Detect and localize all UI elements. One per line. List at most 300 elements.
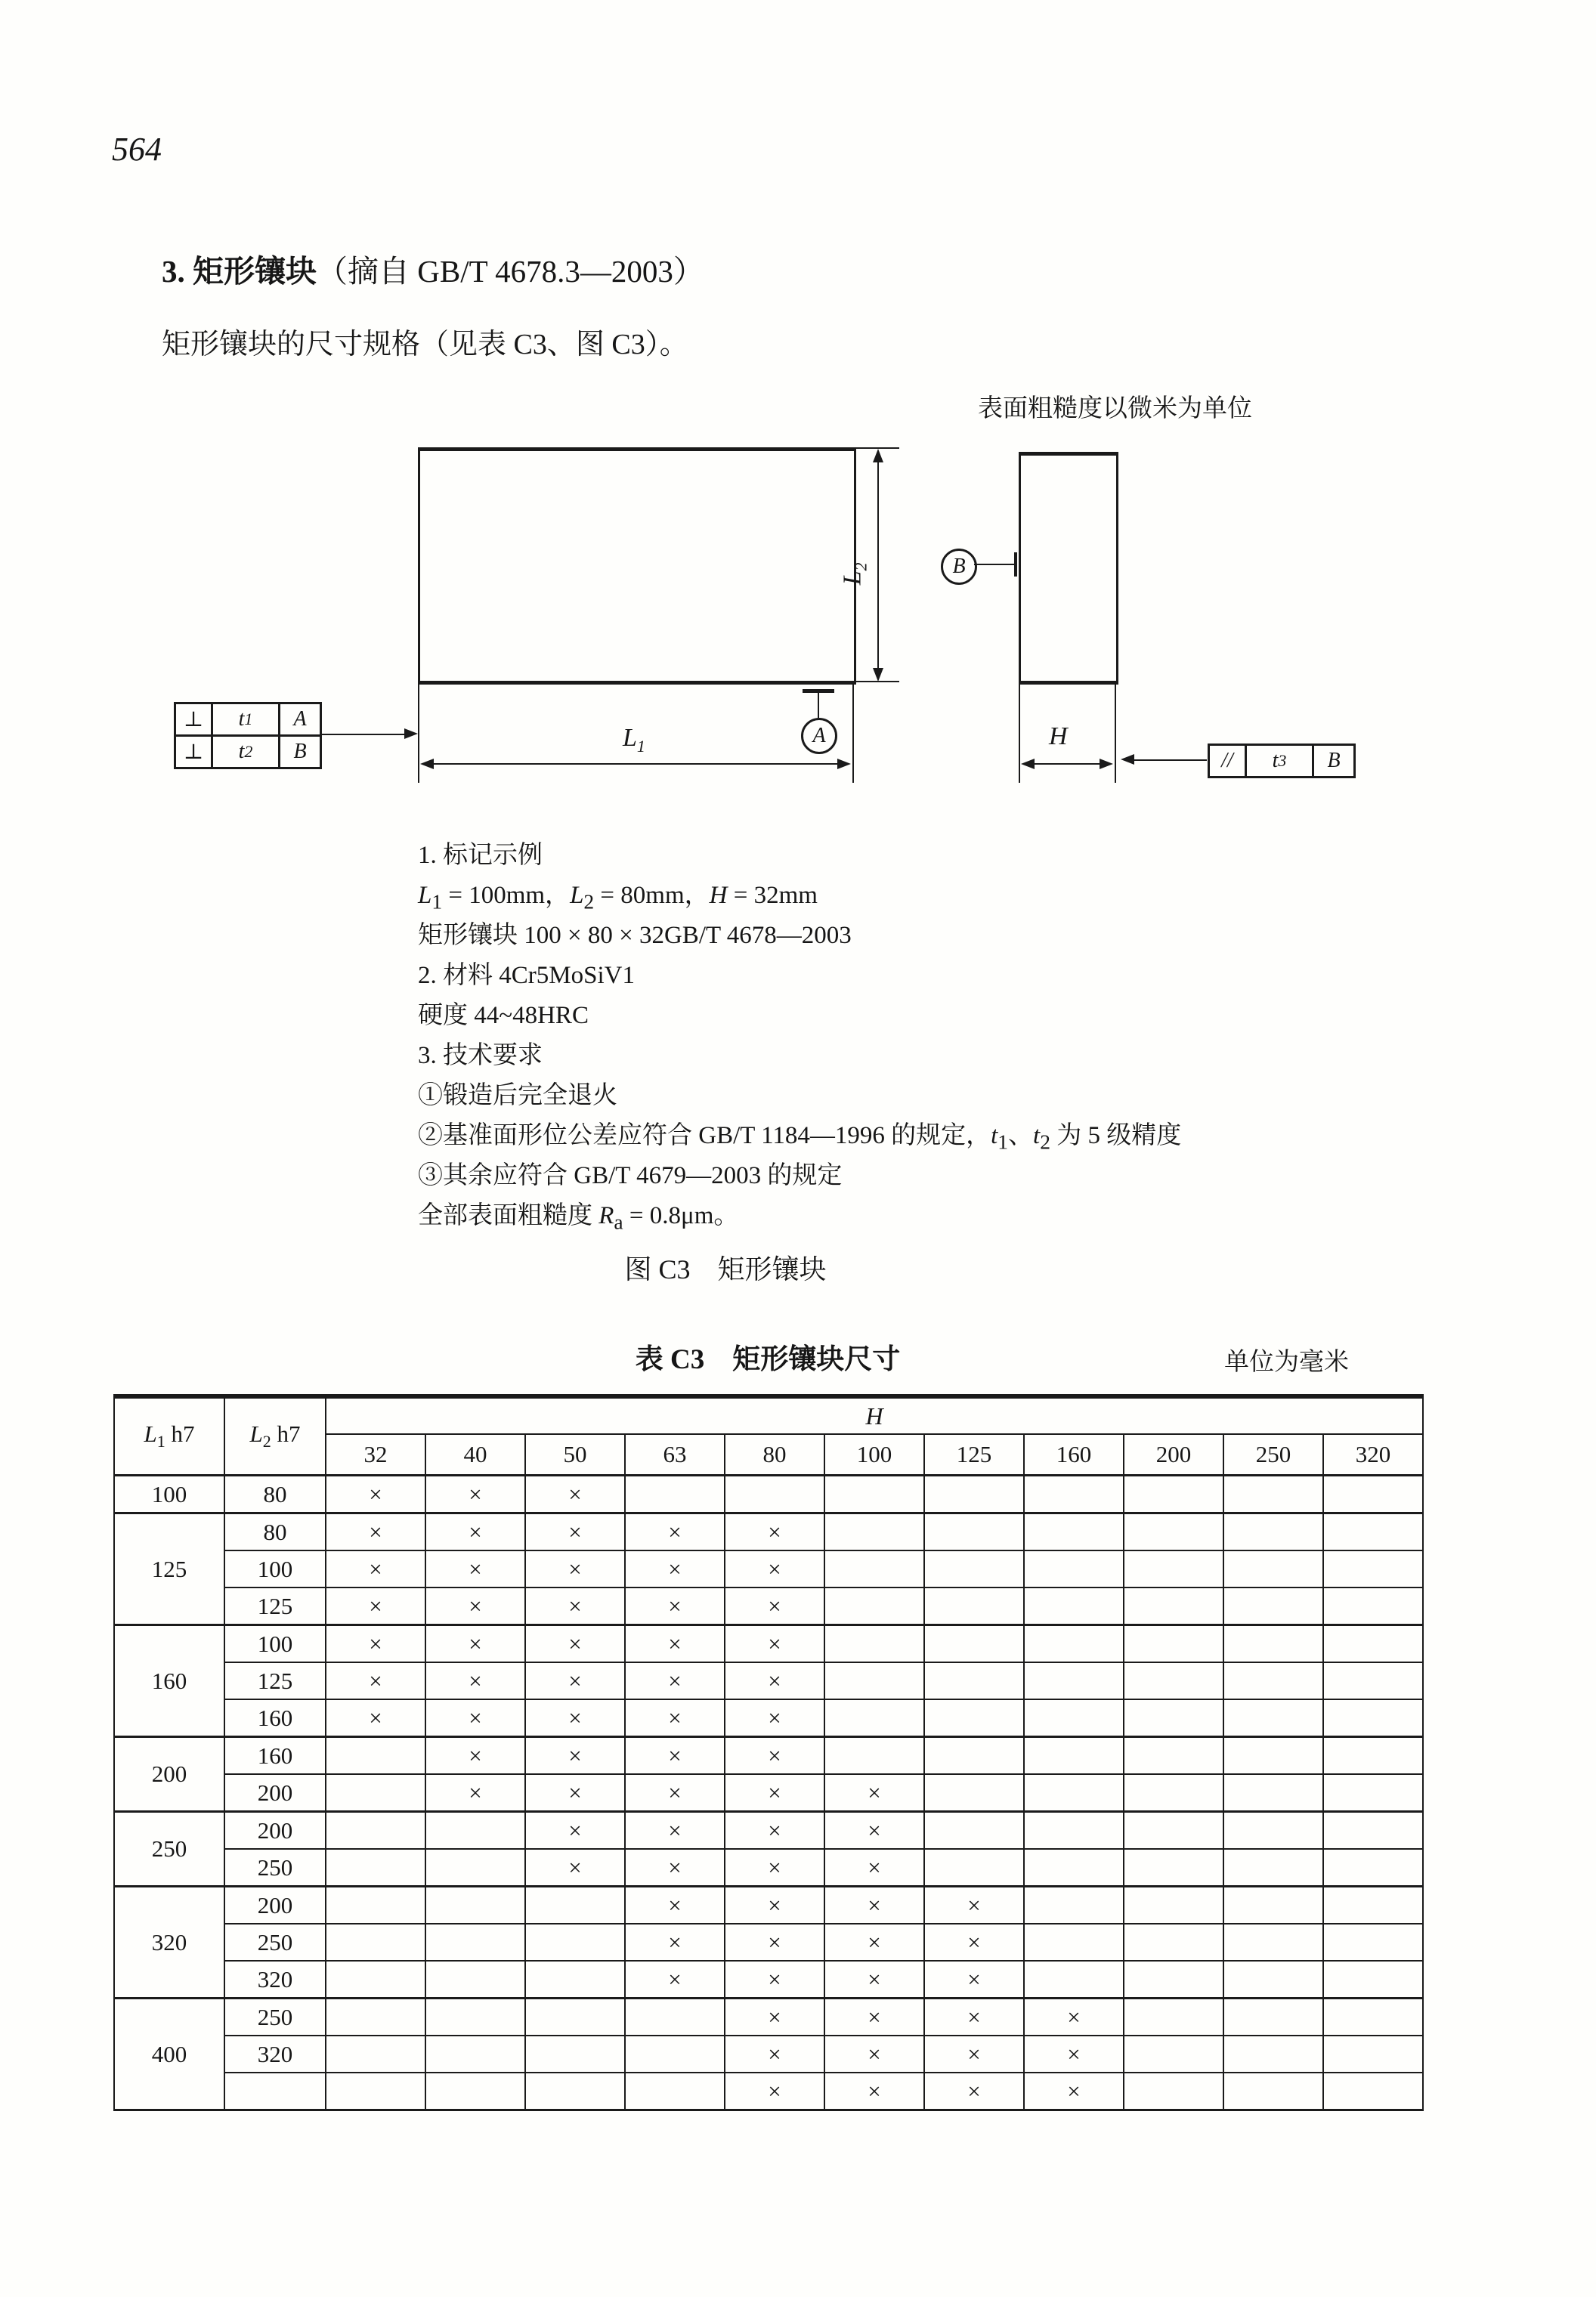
h-arrow-right [1100, 759, 1113, 769]
mark-cell [1323, 1999, 1423, 2036]
col-header-h-100: 100 [824, 1434, 924, 1476]
mark-cell [1024, 1662, 1124, 1699]
mark-cell: × [525, 1550, 625, 1587]
l2-cell: 80 [224, 1476, 326, 1513]
mark-cell [425, 1812, 525, 1850]
mark-cell: × [425, 1662, 525, 1699]
mark-cell: × [924, 2073, 1024, 2110]
l2-cell: 125 [224, 1587, 326, 1625]
datum-letter-b: B [1327, 749, 1341, 772]
mark-cell: × [924, 1924, 1024, 1961]
mark-cell: × [725, 1513, 824, 1551]
mark-cell: × [625, 1737, 725, 1775]
l2-cell: 250 [224, 1999, 326, 2036]
mark-cell [1024, 1587, 1124, 1625]
mark-cell [625, 1999, 725, 2036]
note-line: ②基准面形位公差应符合 GB/T 1184—1996 的规定，$t_1$、$t_2$ 为 5 级精度 [418, 1122, 1182, 1154]
mark-cell: × [425, 1476, 525, 1513]
mark-cell: × [725, 1587, 824, 1625]
mark-cell [425, 1849, 525, 1887]
mark-cell [425, 1887, 525, 1924]
mark-cell [1223, 1999, 1323, 2036]
section-heading [162, 246, 704, 291]
mark-cell: × [725, 1699, 824, 1737]
mark-cell: × [725, 1550, 824, 1587]
table-row [114, 1476, 1423, 1513]
l2-cell: 320 [224, 1961, 326, 1999]
mark-cell: × [924, 1999, 1024, 2036]
table-body [114, 1476, 1423, 2110]
leader-arrow [404, 728, 418, 739]
mark-cell: × [425, 1587, 525, 1625]
mark-cell: × [924, 1961, 1024, 1999]
mark-cell: × [625, 1812, 725, 1850]
mark-cell [824, 1699, 924, 1737]
mark-cell [1124, 1513, 1223, 1551]
col-header-h-63: 63 [625, 1434, 725, 1476]
mark-cell [824, 1476, 924, 1513]
h-arrow-left [1021, 759, 1035, 769]
parallelism-icon: // [1221, 749, 1233, 772]
mark-cell: × [725, 2073, 824, 2110]
mark-cell: × [625, 1774, 725, 1812]
mark-cell [1124, 1662, 1223, 1699]
l2-cell: 200 [224, 1774, 326, 1812]
mark-cell [326, 1999, 425, 2036]
datum-a-circle: A [801, 718, 837, 754]
col-header-h-200: 200 [1124, 1434, 1223, 1476]
mark-cell [1223, 1550, 1323, 1587]
mark-cell [924, 1774, 1024, 1812]
mark-cell [1124, 1924, 1223, 1961]
figure-caption: 图 C3 矩形镶块 [624, 1254, 827, 1285]
l2-cell: 125 [224, 1662, 326, 1699]
mark-cell [425, 1961, 525, 1999]
extension-line [852, 685, 854, 783]
mark-cell [425, 1924, 525, 1961]
mark-cell [1223, 1961, 1323, 1999]
mark-cell: × [725, 1812, 824, 1850]
table-row [114, 1737, 1423, 1775]
mark-cell [1124, 1774, 1223, 1812]
mark-cell [1124, 1699, 1223, 1737]
note-line: 2. 材料 4Cr5MoSiV1 [418, 962, 635, 989]
mark-cell [1223, 1849, 1323, 1887]
mark-cell: × [326, 1476, 425, 1513]
mark-cell [1124, 1737, 1223, 1775]
l2-arrow-up [873, 449, 883, 462]
mark-cell [1223, 1887, 1323, 1924]
col-header-h-320: 320 [1323, 1434, 1423, 1476]
mark-cell [824, 1737, 924, 1775]
parallelism-frame [1208, 744, 1356, 778]
mark-cell: × [725, 1887, 824, 1924]
mark-cell: × [525, 1737, 625, 1775]
table-unit-note: 单位为毫米 [1224, 1349, 1349, 1376]
mark-cell: × [725, 1737, 824, 1775]
col-header-l2: $L_2$ h7 [224, 1396, 326, 1476]
tolerance-frame-row [1210, 746, 1353, 776]
tolerance-value-t1: t 1 [211, 704, 280, 734]
roughness-note: 表面粗糙度以微米为单位 [978, 395, 1252, 422]
mark-cell: × [725, 1625, 824, 1663]
mark-cell [425, 2036, 525, 2073]
table-row [114, 2036, 1423, 2073]
mark-cell [1024, 1961, 1124, 1999]
mark-cell: × [824, 1849, 924, 1887]
l2-dimension-line [877, 459, 879, 672]
col-header-h-160: 160 [1024, 1434, 1124, 1476]
mark-cell: × [924, 2036, 1024, 2073]
mark-cell [1223, 2073, 1323, 2110]
l1-cell: 100 [114, 1476, 224, 1513]
mark-cell [1223, 1513, 1323, 1551]
mark-cell [326, 1812, 425, 1850]
l2-cell: 100 [224, 1550, 326, 1587]
mark-cell [1024, 1812, 1124, 1850]
table-row [114, 1999, 1423, 2036]
table-row [114, 1924, 1423, 1961]
mark-cell [1223, 1587, 1323, 1625]
mark-cell: × [326, 1513, 425, 1551]
mark-cell: × [525, 1774, 625, 1812]
mark-cell: × [725, 1924, 824, 1961]
mark-cell [1024, 1550, 1124, 1587]
mark-cell [1323, 1961, 1423, 1999]
mark-cell [924, 1812, 1024, 1850]
mark-cell [326, 1961, 425, 1999]
tolerance-value-t3: t 3 [1245, 746, 1314, 776]
mark-cell [1024, 1774, 1124, 1812]
note-line: ①锻造后完全退火 [418, 1082, 617, 1109]
mark-cell [924, 1476, 1024, 1513]
mark-cell: × [824, 2036, 924, 2073]
mark-cell [1323, 2073, 1423, 2110]
table-row [114, 1625, 1423, 1663]
mark-cell [924, 1625, 1024, 1663]
mark-cell: × [326, 1625, 425, 1663]
table-row [114, 1699, 1423, 1737]
mark-cell [1323, 2036, 1423, 2073]
leader-line [1131, 759, 1207, 761]
mark-cell [1223, 1812, 1323, 1850]
mark-cell [1124, 1961, 1223, 1999]
l1-cell: 200 [114, 1737, 224, 1812]
mark-cell [924, 1849, 1024, 1887]
l1-arrow-left [420, 759, 434, 769]
mark-cell: × [326, 1699, 425, 1737]
mark-cell [1024, 1513, 1124, 1551]
l2-cell: 200 [224, 1887, 326, 1924]
mark-cell [1223, 1924, 1323, 1961]
datum-letter-b: B [293, 740, 307, 763]
mark-cell: × [725, 1961, 824, 1999]
l2-cell: 80 [224, 1513, 326, 1551]
mark-cell [1223, 1625, 1323, 1663]
mark-cell [1223, 1737, 1323, 1775]
mark-cell [1323, 1662, 1423, 1699]
leader-arrow [1121, 754, 1134, 765]
mark-cell [1223, 1476, 1323, 1513]
l1-cell: 125 [114, 1513, 224, 1625]
mark-cell [725, 1476, 824, 1513]
mark-cell [1323, 1550, 1423, 1587]
mark-cell: × [625, 1587, 725, 1625]
mark-cell [1024, 1737, 1124, 1775]
note-line: 全部表面粗糙度 $R_a = 0.8\mu m$。 [418, 1202, 739, 1234]
l2-cell: 160 [224, 1737, 326, 1775]
l2-cell: 100 [224, 1625, 326, 1663]
section-heading-source: （摘自 GB/T 4678.3—2003） [317, 254, 704, 289]
mark-cell: × [326, 1587, 425, 1625]
l2-cell: 200 [224, 1812, 326, 1850]
mark-cell [1024, 1625, 1124, 1663]
l1-dimension-line [429, 763, 843, 765]
mark-cell [425, 1999, 525, 2036]
mark-cell [625, 2073, 725, 2110]
mark-cell [1124, 1587, 1223, 1625]
datum-b-circle: B [941, 549, 977, 585]
mark-cell: × [824, 1812, 924, 1850]
extension-line [418, 685, 419, 783]
mark-cell: × [425, 1737, 525, 1775]
mark-cell [1223, 1699, 1323, 1737]
mark-cell: × [425, 1550, 525, 1587]
extension-line [1115, 685, 1116, 783]
mark-cell: × [824, 1887, 924, 1924]
col-header-h-50: 50 [525, 1434, 625, 1476]
mark-cell: × [924, 1887, 1024, 1924]
mark-cell [924, 1587, 1024, 1625]
leader-line [322, 734, 407, 735]
table-row [114, 1662, 1423, 1699]
mark-cell [525, 1961, 625, 1999]
l1-cell: 320 [114, 1887, 224, 1999]
datum-b-bar [1014, 552, 1017, 577]
mark-cell [924, 1513, 1024, 1551]
mark-cell: × [625, 1849, 725, 1887]
col-header-h-40: 40 [425, 1434, 525, 1476]
tolerance-frame-row [176, 734, 320, 767]
mark-cell [824, 1662, 924, 1699]
mark-cell: × [326, 1550, 425, 1587]
table-row [114, 1774, 1423, 1812]
mark-cell [924, 1550, 1024, 1587]
perpendicularity-frame [174, 702, 322, 769]
mark-cell: × [625, 1513, 725, 1551]
mark-cell: × [625, 1550, 725, 1587]
l2-cell: 250 [224, 1849, 326, 1887]
mark-cell [924, 1737, 1024, 1775]
mark-cell [1024, 1924, 1124, 1961]
table-row [114, 1961, 1423, 1999]
mark-cell: × [824, 1774, 924, 1812]
mark-cell: × [625, 1625, 725, 1663]
l2-cell [224, 2073, 326, 2110]
mark-cell [1124, 1887, 1223, 1924]
l1-dim-label: $L_1$ [623, 724, 645, 756]
mark-cell: × [725, 1662, 824, 1699]
mark-cell: × [525, 1513, 625, 1551]
mark-cell [1323, 1587, 1423, 1625]
mark-cell [1223, 1774, 1323, 1812]
page-number: 564 [112, 131, 162, 168]
mark-cell [625, 2036, 725, 2073]
mark-cell [326, 2073, 425, 2110]
mark-cell: × [326, 1662, 425, 1699]
mark-cell [326, 1924, 425, 1961]
col-header-h-32: 32 [326, 1434, 425, 1476]
mark-cell: × [625, 1699, 725, 1737]
mark-cell [1024, 1887, 1124, 1924]
mark-cell: × [725, 1849, 824, 1887]
mark-cell: × [425, 1699, 525, 1737]
mark-cell [1323, 1625, 1423, 1663]
h-dim-label: H [1049, 722, 1068, 750]
l2-dim-label: $L_2$ [838, 562, 871, 586]
mark-cell [1323, 1737, 1423, 1775]
mark-cell [326, 1774, 425, 1812]
table-row [114, 1887, 1423, 1924]
mark-cell: × [1024, 2036, 1124, 2073]
mark-cell: × [425, 1774, 525, 1812]
mark-cell: × [525, 1849, 625, 1887]
l2-cell: 250 [224, 1924, 326, 1961]
mark-cell: × [525, 1625, 625, 1663]
col-header-h-group: H [326, 1396, 1423, 1434]
mark-cell: × [625, 1887, 725, 1924]
mark-cell [824, 1587, 924, 1625]
mark-cell [1323, 1887, 1423, 1924]
mark-cell [1024, 1849, 1124, 1887]
col-header-h-80: 80 [725, 1434, 824, 1476]
mark-cell [625, 1476, 725, 1513]
col-header-l1: $L_1$ h7 [114, 1396, 224, 1476]
table-head [114, 1396, 1423, 1476]
mark-cell [824, 1513, 924, 1551]
extension-line [1019, 685, 1020, 783]
tolerance-value-t2: t 2 [211, 737, 280, 767]
note-line: 3. 技术要求 [418, 1042, 543, 1069]
note-line: 硬度 44~48HRC [418, 1002, 589, 1029]
datum-a-stem [818, 693, 819, 718]
datum-b-stem [974, 564, 1016, 565]
notes-block [418, 836, 1181, 1236]
mark-cell [824, 1625, 924, 1663]
l2-arrow-down [873, 668, 883, 682]
mark-cell [326, 1737, 425, 1775]
mark-cell [824, 1550, 924, 1587]
mark-cell: × [625, 1924, 725, 1961]
mark-cell: × [525, 1699, 625, 1737]
mark-cell [1323, 1476, 1423, 1513]
col-header-h-250: 250 [1223, 1434, 1323, 1476]
l1-arrow-right [837, 759, 851, 769]
table-row [114, 1587, 1423, 1625]
mark-cell: × [625, 1961, 725, 1999]
side-view-rect [1019, 452, 1118, 685]
mark-cell [1124, 1625, 1223, 1663]
mark-cell [1024, 1476, 1124, 1513]
table-row [114, 1849, 1423, 1887]
note-line: 矩形镶块 100 × 80 × 32GB/T 4678—2003 [418, 922, 852, 949]
mark-cell: × [1024, 2073, 1124, 2110]
note-line: 1. 标记示例 [418, 842, 543, 869]
mark-cell [1323, 1812, 1423, 1850]
mark-cell: × [824, 1961, 924, 1999]
mark-cell [1124, 1550, 1223, 1587]
mark-cell [525, 1999, 625, 2036]
mark-cell [1124, 1999, 1223, 2036]
mark-cell [525, 2073, 625, 2110]
table-row [114, 2073, 1423, 2110]
front-view-rect [418, 447, 856, 685]
table-title: 表 C3 矩形镶块尺寸 [635, 1344, 901, 1375]
mark-cell [1323, 1699, 1423, 1737]
mark-cell: × [625, 1662, 725, 1699]
mark-cell: × [525, 1587, 625, 1625]
mark-cell: × [1024, 1999, 1124, 2036]
tolerance-frame-row [176, 704, 320, 734]
mark-cell: × [525, 1476, 625, 1513]
mark-cell: × [725, 2036, 824, 2073]
perpendicularity-icon: ⊥ [183, 740, 204, 764]
l1-cell: 400 [114, 1999, 224, 2110]
mark-cell [1223, 2036, 1323, 2073]
mark-cell: × [824, 2073, 924, 2110]
l1-cell: 160 [114, 1625, 224, 1737]
mark-cell [425, 2073, 525, 2110]
l1-cell: 250 [114, 1812, 224, 1887]
mark-cell [1024, 1699, 1124, 1737]
mark-cell [525, 2036, 625, 2073]
mark-cell [1124, 2073, 1223, 2110]
section-subheading: 矩形镶块的尺寸规格（见表 C3、图 C3）。 [162, 329, 688, 360]
mark-cell [1124, 1812, 1223, 1850]
table-header-row [114, 1396, 1423, 1434]
mark-cell: × [725, 1774, 824, 1812]
mark-cell [1124, 1476, 1223, 1513]
mark-cell [1323, 1774, 1423, 1812]
note-line: ③其余应符合 GB/T 4679—2003 的规定 [418, 1162, 843, 1189]
mark-cell: × [425, 1625, 525, 1663]
mark-cell [326, 2036, 425, 2073]
mark-cell: × [525, 1812, 625, 1850]
mark-cell [326, 1887, 425, 1924]
section-heading-title: 3. 矩形镶块 [162, 254, 317, 289]
mark-cell: × [824, 1924, 924, 1961]
mark-cell [1323, 1849, 1423, 1887]
table-row [114, 1812, 1423, 1850]
datum-letter-a: A [293, 707, 307, 731]
mark-cell [1323, 1924, 1423, 1961]
mark-cell [924, 1662, 1024, 1699]
mark-cell [525, 1924, 625, 1961]
mark-cell: × [425, 1513, 525, 1551]
mark-cell [326, 1849, 425, 1887]
h-dimension-line [1029, 763, 1105, 765]
table-row [114, 1513, 1423, 1551]
mark-cell: × [525, 1662, 625, 1699]
l2-cell: 320 [224, 2036, 326, 2073]
l2-cell: 160 [224, 1699, 326, 1737]
table-row [114, 1550, 1423, 1587]
mark-cell: × [824, 1999, 924, 2036]
size-table [113, 1394, 1424, 2111]
mark-cell [1124, 2036, 1223, 2073]
mark-cell: × [725, 1999, 824, 2036]
mark-cell [1323, 1513, 1423, 1551]
